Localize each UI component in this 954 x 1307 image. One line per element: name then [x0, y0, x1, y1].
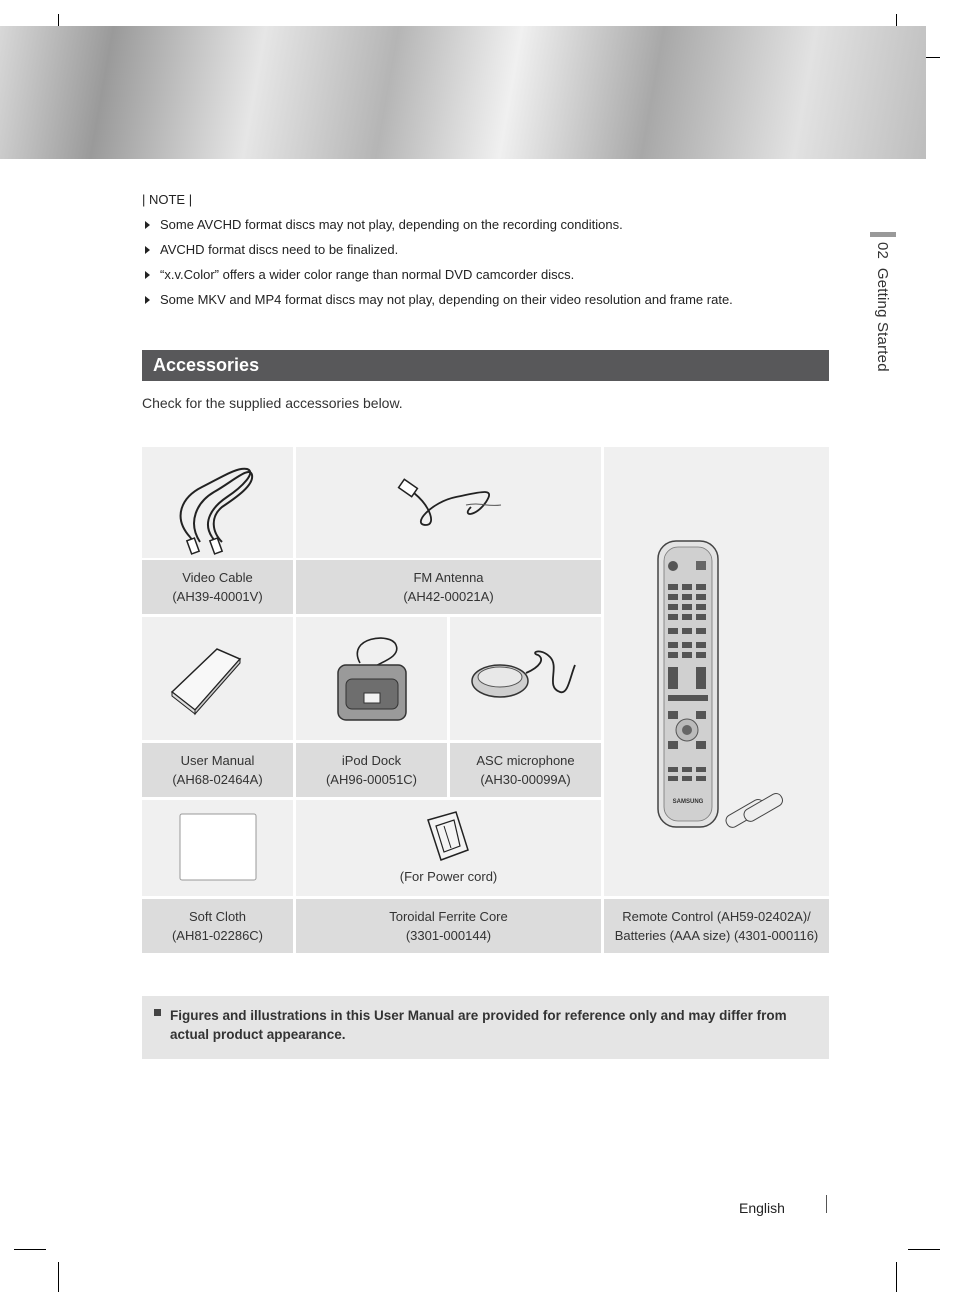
note-item	[142, 217, 733, 242]
video-cable-label	[142, 560, 293, 614]
ferrite-core-image-cell	[296, 800, 601, 896]
microphone-icon	[450, 617, 601, 740]
bullet-arrow-icon	[145, 221, 150, 229]
note-item	[142, 242, 733, 267]
side-tab-text	[874, 242, 891, 372]
remote-image-cell	[604, 447, 829, 896]
remote-label-line2: Batteries (AAA size) (4301-000116)	[614, 928, 819, 943]
soft-cloth-label	[142, 899, 293, 953]
soft-cloth-image-cell	[142, 800, 293, 896]
crop-mark	[896, 1262, 897, 1292]
header-banner	[0, 26, 926, 159]
note-text: Some MKV and MP4 format discs may not play, depending on their video resolution and frame rate.	[160, 292, 733, 307]
remote-control-label	[604, 899, 829, 953]
square-bullet-icon	[154, 1009, 161, 1016]
ferrite-core-note: (For Power cord)	[399, 869, 498, 884]
crop-mark	[908, 1249, 940, 1250]
soft-cloth-icon	[142, 800, 293, 896]
chapter-side-tab	[866, 232, 898, 432]
item-part-number: (AH68-02464A)	[172, 772, 263, 787]
video-cable-image-cell	[142, 447, 293, 558]
section-intro: Check for the supplied accessories below.	[142, 395, 403, 411]
item-name: User Manual	[180, 753, 255, 768]
item-name: Toroidal Ferrite Core	[389, 909, 508, 924]
item-name: ASC microphone	[476, 753, 575, 768]
item-part-number: (3301-000144)	[405, 928, 492, 943]
crop-mark	[14, 1249, 46, 1250]
chapter-label: Getting Started	[874, 267, 891, 372]
video-cable-icon	[142, 447, 293, 558]
fm-antenna-icon	[296, 447, 601, 558]
side-tab-marker	[870, 232, 896, 237]
note-text: AVCHD format discs need to be finalized.	[160, 242, 399, 257]
ipod-dock-image-cell	[296, 617, 447, 740]
asc-microphone-image-cell	[450, 617, 601, 740]
section-header	[142, 350, 829, 381]
ferrite-core-label	[296, 899, 601, 953]
disclaimer-box	[142, 996, 829, 1059]
item-part-number: (AH42-00021A)	[403, 589, 494, 604]
bullet-arrow-icon	[145, 271, 150, 279]
item-part-number: (AH81-02286C)	[171, 928, 264, 943]
ferrite-core-icon	[296, 800, 601, 870]
note-item	[142, 267, 733, 292]
asc-microphone-label	[450, 743, 601, 797]
footer-language: English	[739, 1200, 785, 1216]
section-title: Accessories	[153, 355, 260, 375]
item-name: FM Antenna	[413, 570, 484, 585]
ipod-dock-label	[296, 743, 447, 797]
user-manual-label	[142, 743, 293, 797]
chapter-number: 02	[874, 242, 891, 260]
remote-brand-text: SAMSUNG	[672, 799, 704, 805]
item-part-number: (AH30-00099A)	[480, 772, 571, 787]
remote-control-icon	[604, 447, 829, 896]
note-text: “x.v.Color” offers a wider color range than normal DVD camcorder discs.	[160, 267, 575, 282]
item-name: Video Cable	[182, 570, 253, 585]
ipod-dock-icon	[296, 617, 447, 740]
note-text: Some AVCHD format discs may not play, depending on the recording conditions.	[160, 217, 623, 232]
crop-mark	[58, 1262, 59, 1292]
user-manual-icon	[142, 617, 293, 740]
bullet-arrow-icon	[145, 296, 150, 304]
note-item	[142, 292, 733, 317]
item-part-number: (AH96-00051C)	[325, 772, 418, 787]
item-part-number: (AH39-40001V)	[172, 589, 263, 604]
fm-antenna-image-cell	[296, 447, 601, 558]
item-name: Soft Cloth	[188, 909, 247, 924]
user-manual-image-cell	[142, 617, 293, 740]
remote-label-line1: Remote Control (AH59-02402A)/	[622, 909, 811, 924]
note-list	[142, 217, 733, 317]
bullet-arrow-icon	[145, 246, 150, 254]
disclaimer-text: Figures and illustrations in this User Manual are provided for reference only and may differ from actual product appearance.	[170, 1008, 787, 1042]
item-name: iPod Dock	[341, 753, 402, 768]
fm-antenna-label	[296, 560, 601, 614]
footer-divider	[826, 1195, 827, 1213]
note-heading: | NOTE |	[142, 192, 193, 207]
